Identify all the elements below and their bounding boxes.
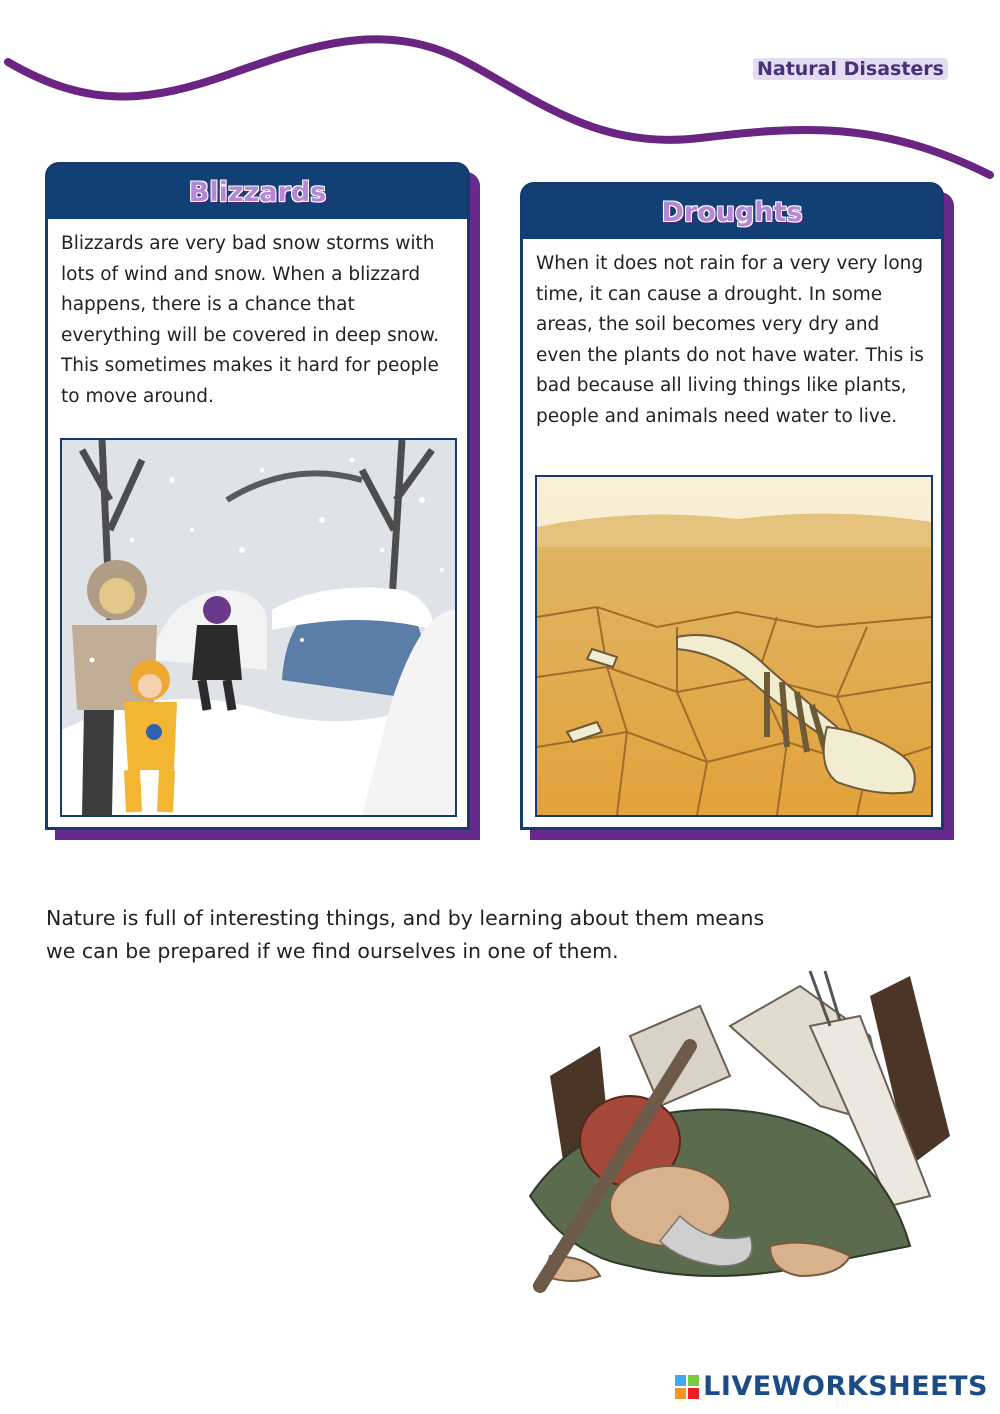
- droughts-description: When it does not rain for a very very long time, it can cause a drought. In some areas, the soil becomes very dry and even the plants do not have water. This is bad because all living things like plants, people and animals need water to live.: [536, 253, 924, 427]
- blizzards-card-header: [48, 165, 467, 219]
- blizzards-title: Blizzards: [188, 176, 327, 208]
- earthquake-illustration: [510, 966, 960, 1316]
- droughts-title: Droughts: [661, 196, 803, 228]
- blizzard-illustration: [60, 438, 457, 817]
- brand-name: LIVEWORKSHEETS: [703, 1371, 988, 1402]
- worksheet-topic-tag: Natural Disasters: [753, 58, 948, 80]
- droughts-card: [520, 182, 944, 830]
- liveworksheets-logo-icon: [675, 1375, 699, 1399]
- blizzards-card: [45, 162, 470, 830]
- closing-paragraph: Nature is full of interesting things, and by learning about them means we can be prepared if we find ourselves in one of them.: [46, 906, 765, 963]
- liveworksheets-brand: [675, 1371, 988, 1402]
- blizzards-description: Blizzards are very bad snow storms with lots of wind and snow. When a blizzard happens, there is a chance that everything will be covered in deep snow. This sometimes makes it hard for people to move around.: [61, 233, 440, 407]
- droughts-card-header: [523, 185, 941, 239]
- drought-illustration: [535, 475, 933, 817]
